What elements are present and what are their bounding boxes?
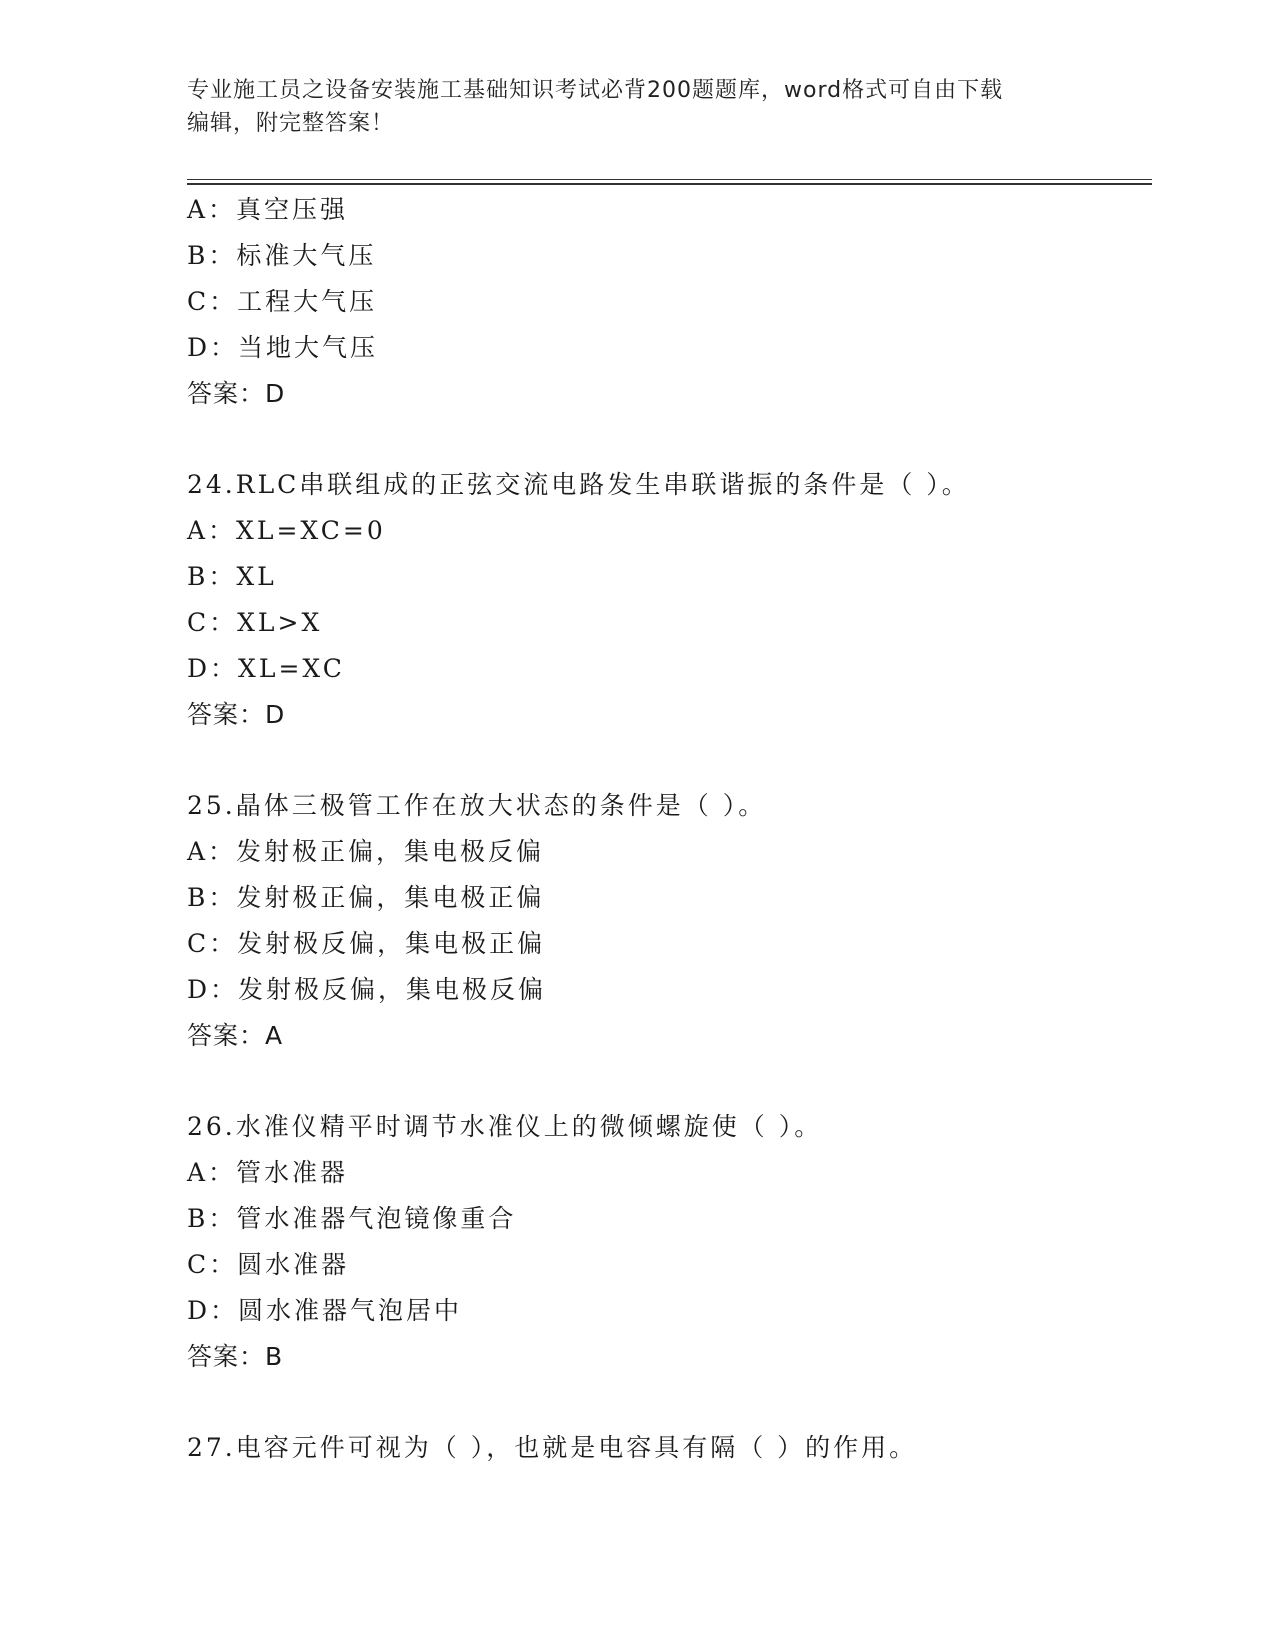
option-a: A：发射极正偏，集电极反偏 — [187, 837, 545, 866]
document-header — [187, 74, 1087, 140]
option-d: D：发射极反偏，集电极反偏 — [187, 975, 547, 1004]
option-c: C：工程大气压 — [187, 287, 378, 316]
option-a: A：XL=XC=0 — [187, 516, 386, 545]
option-c: C：发射极反偏，集电极正偏 — [187, 929, 546, 958]
option-b: B：XL — [187, 562, 277, 591]
question-27 — [187, 1425, 1147, 1471]
question-25 — [187, 783, 1147, 1059]
option-a: A：管水准器 — [187, 1158, 349, 1187]
option-d: D：XL=XC — [187, 654, 345, 683]
option-b: B：管水准器气泡镜像重合 — [187, 1204, 517, 1233]
option-a: A：真空压强 — [187, 195, 349, 224]
option-d: D：当地大气压 — [187, 333, 379, 362]
question-list — [187, 187, 1147, 1471]
answer-text: 答案：A — [187, 1021, 284, 1050]
option-b: B：发射极正偏，集电极正偏 — [187, 883, 545, 912]
header-line-2: 编辑，附完整答案！ — [187, 111, 395, 136]
answer-text: 答案：B — [187, 1342, 284, 1371]
question-title: 24.RLC串联组成的正弦交流电路发生串联谐振的条件是（ ）。 — [187, 470, 970, 499]
option-c: C：XL>X — [187, 608, 323, 637]
question-24 — [187, 462, 1147, 738]
question-title: 25.晶体三极管工作在放大状态的条件是（ ）。 — [187, 791, 767, 820]
answer-text: 答案：D — [187, 379, 286, 408]
header-divider-thin — [187, 179, 1152, 180]
question-title: 27.电容元件可视为（ ），也就是电容具有隔（ ）的作用。 — [187, 1433, 918, 1462]
option-c: C：圆水准器 — [187, 1250, 350, 1279]
option-d: D：圆水准器气泡居中 — [187, 1296, 463, 1325]
question-23-continuation — [187, 187, 1147, 417]
option-b: B：标准大气压 — [187, 241, 377, 270]
question-26 — [187, 1104, 1147, 1380]
question-title: 26.水准仪精平时调节水准仪上的微倾螺旋使（ ）。 — [187, 1112, 823, 1141]
header-line-1: 专业施工员之设备安装施工基础知识考试必背200题题库，word格式可自由下载 — [187, 78, 1004, 103]
answer-text: 答案：D — [187, 700, 286, 729]
header-divider-thick — [187, 183, 1152, 185]
